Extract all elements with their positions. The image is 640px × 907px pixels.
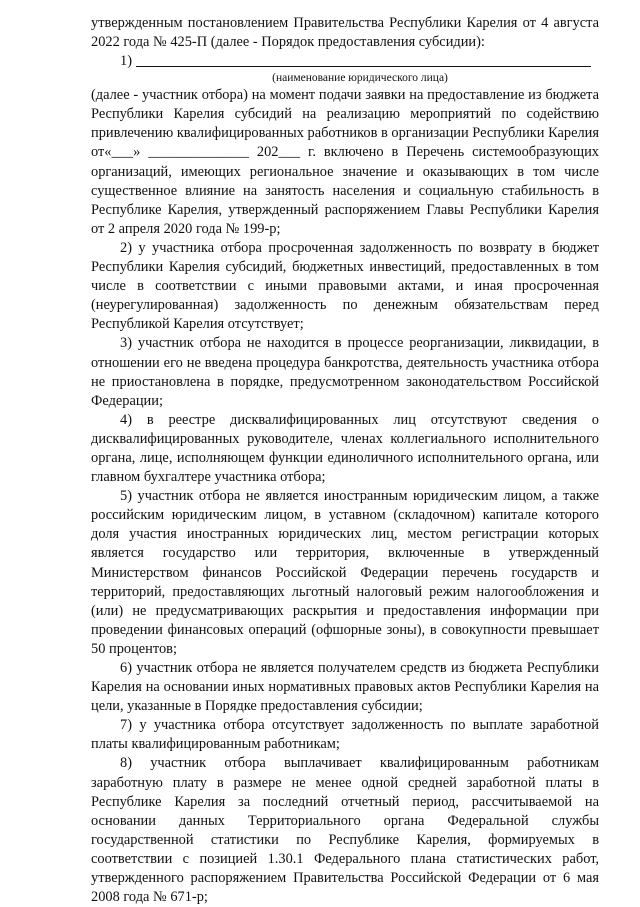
item6-paragraph: 6) участник отбора не является получателем средств из бюджета Республики Карелия на основании иных нормативных правовых актов Республики Карелия на цели, указанные в Порядке предоставления субсидии; (91, 660, 599, 715)
item5-paragraph: 5) участник отбора не является иностранным юридическим лицом, а также российским юридическим лицом, в уставном (складочном) капитале которого доля участия иностранных юридических лиц, местом регистрации которых является государство или территория, включенные в утвержденный Министерством финансов Российской Федерации перечень государств и территорий, предоставляющих льготный налоговый режим налогообложения и (или) не предусматривающих раскрытия и предоставления информации при проведении финансовых операций (офшорные зоны), в совокупности превышает 50 процентов; (91, 488, 599, 657)
document-page (91, 14, 599, 907)
item3-paragraph: 3) участник отбора не находится в процессе реорганизации, ликвидации, в отношении его не введена процедура банкротства, деятельность участника отбора не приостановлена в порядке, предусмотренном законодательством Российской Федерации; (91, 335, 599, 409)
item1-fill-rule (136, 66, 591, 67)
intro-paragraph: утвержденным постановлением Правительства Республики Карелия от 4 августа 2022 года № 425-П (далее - Порядок предоставления субсидии): (91, 15, 599, 51)
item2-paragraph: 2) у участника отбора просроченная задолженность по возврату в бюджет Республики Карелия субсидий, бюджетных инвестиций, предоставленных в том числе в соответствии с иными правовыми актами, и иная просроченная (неурегулированная) задолженность по денежным обязательствам перед Республикой Карелия отсутствует; (91, 239, 599, 333)
item1-caption: (наименование юридического лица) (272, 72, 448, 85)
item7-paragraph: 7) у участника отбора отсутствует задолженность по выплате заработной платы квалифицированным работникам; (91, 717, 599, 753)
item1-blank-line (91, 52, 599, 71)
item8-paragraph: 8) участник отбора выплачивает квалифицированным работникам заработную плату в размере не менее одной средней заработной платы в Республике Карелия за последний отчетный период, рассчитываемой на основании данных Территориального органа Федеральной службы государственной статистики по Республике Карелия, формируемых в соответствии с позицией 1.30.1 Федерального плана статистических работ, утвержденного распоряжением Правительства Российской Федерации от 6 мая 2008 года № 671-р; (91, 755, 599, 906)
item1-number: 1) (120, 53, 132, 70)
item1-paragraph: (далее - участник отбора) на момент подачи заявки на предоставление из бюджета Республики Карелия субсидий на реализацию мероприятий по содействию привлечению квалифицированных работников в организации Республики Карелия от«___» ______________ 202___ г. включено в Перечень системообразующих организаций, имеющих региональное значение и оказывающих в том числе существенное влияние на занятость населения и социальную стабильность в Республике Карелия, утвержденный распоряжением Главы Республики Карелия от 2 апреля 2020 года № 199-р; (91, 87, 599, 237)
item4-paragraph: 4) в реестре дисквалифицированных лиц отсутствуют сведения о дисквалифицированных руководителе, членах коллегиального исполнительного органа, лице, исполняющем функции единоличного исполнительного органа, или главном бухгалтере участника отбора; (91, 411, 599, 486)
